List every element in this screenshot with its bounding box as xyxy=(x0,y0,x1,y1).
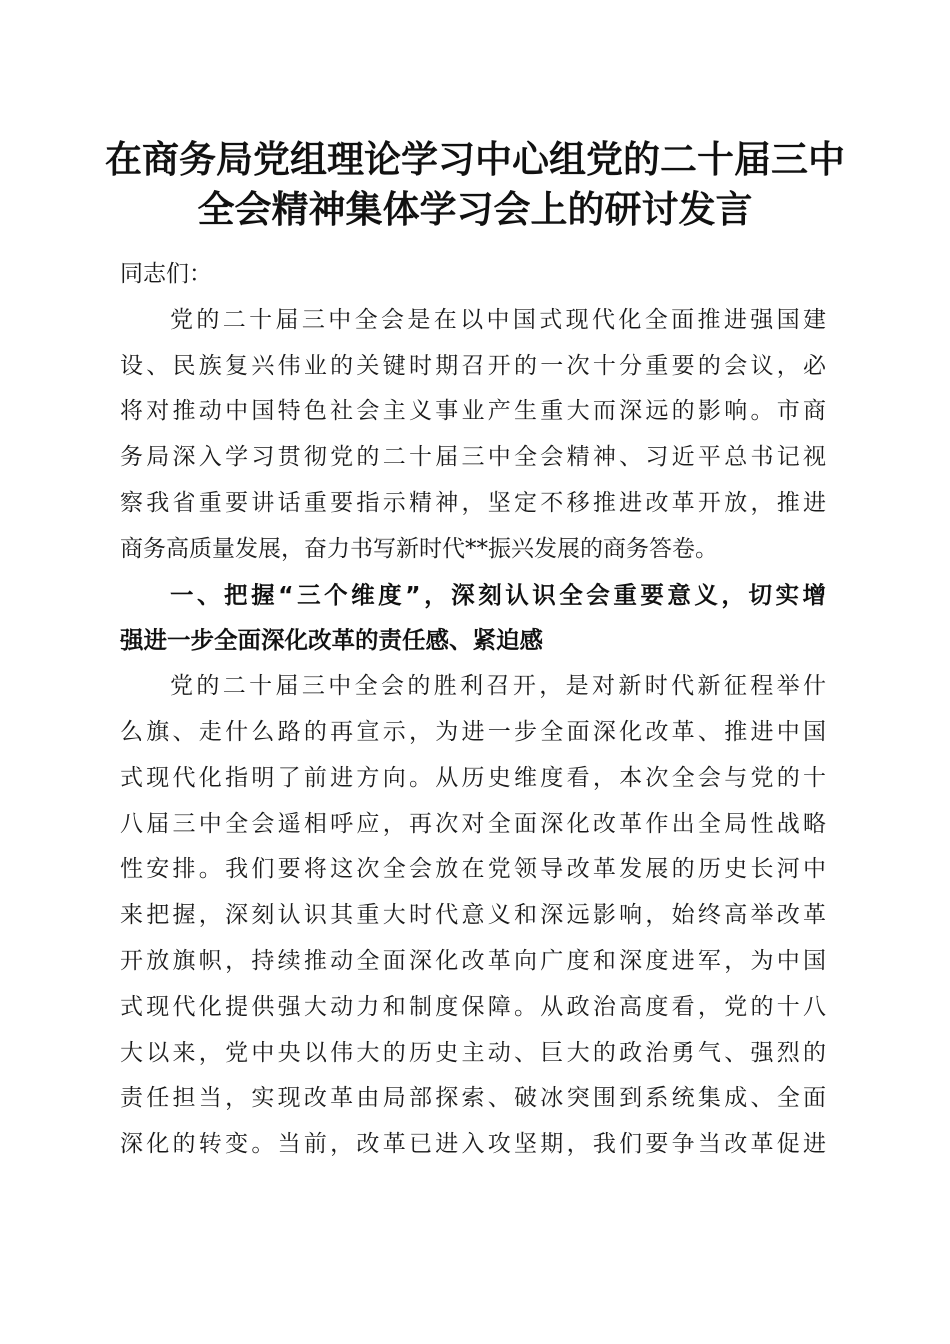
paragraph-1-line: 将对推动中国特色社会主义事业产生重大而深远的影响。市商 xyxy=(120,398,826,425)
paragraph-1-line: 商务高质量发展，奋力书写新时代**振兴发展的商务答卷。 xyxy=(120,535,718,562)
section-heading-1: 一、把握“三个维度”，深刻认识全会重要意义，切实增 xyxy=(170,580,826,609)
paragraph-1-line: 党的二十届三中全会是在以中国式现代化全面推进强国建 xyxy=(170,306,826,333)
section-heading-1-cont: 强进一步全面深化改革的责任感、紧迫感 xyxy=(120,626,543,655)
paragraph-2-line: 式现代化指明了前进方向。从历史维度看，本次全会与党的十 xyxy=(120,764,826,791)
paragraph-2-line: 责任担当，实现改革由局部探索、破冰突围到系统集成、全面 xyxy=(120,1085,826,1112)
paragraph-1-line: 设、民族复兴伟业的关键时期召开的一次十分重要的会议，必 xyxy=(120,352,826,379)
paragraph-2-line: 党的二十届三中全会的胜利召开，是对新时代新征程举什 xyxy=(170,673,826,700)
salutation: 同志们： xyxy=(120,261,212,287)
paragraph-2-line: 大以来，党中央以伟大的历史主动、巨大的政治勇气、强烈的 xyxy=(120,1039,826,1066)
paragraph-2-line: 开放旗帜，持续推动全面深化改革向广度和深度进军，为中国 xyxy=(120,947,826,974)
paragraph-2-line: 深化的转变。当前，改革已进入攻坚期，我们要争当改革促进 xyxy=(120,1131,826,1158)
paragraph-1-line: 察我省重要讲话重要指示精神，坚定不移推进改革开放，推进 xyxy=(120,489,826,516)
document-title xyxy=(100,134,850,234)
title-line-1: 在商务局党组理论学习中心组党的二十届三中 xyxy=(105,137,845,181)
title-line-2: 全会精神集体学习会上的研讨发言 xyxy=(197,187,753,231)
paragraph-2-line: 八届三中全会遥相呼应，再次对全面深化改革作出全局性战略 xyxy=(120,810,826,837)
paragraph-2-line: 性安排。我们要将这次全会放在党领导改革发展的历史长河中 xyxy=(120,856,826,883)
paragraph-1-line: 务局深入学习贯彻党的二十届三中全会精神、习近平总书记视 xyxy=(120,444,826,471)
paragraph-2-line: 么旗、走什么路的再宣示，为进一步全面深化改革、推进中国 xyxy=(120,718,826,745)
paragraph-2-line: 来把握，深刻认识其重大时代意义和深远影响，始终高举改革 xyxy=(120,902,826,929)
document-body xyxy=(120,252,826,1168)
paragraph-2-line: 式现代化提供强大动力和制度保障。从政治高度看，党的十八 xyxy=(120,993,826,1020)
